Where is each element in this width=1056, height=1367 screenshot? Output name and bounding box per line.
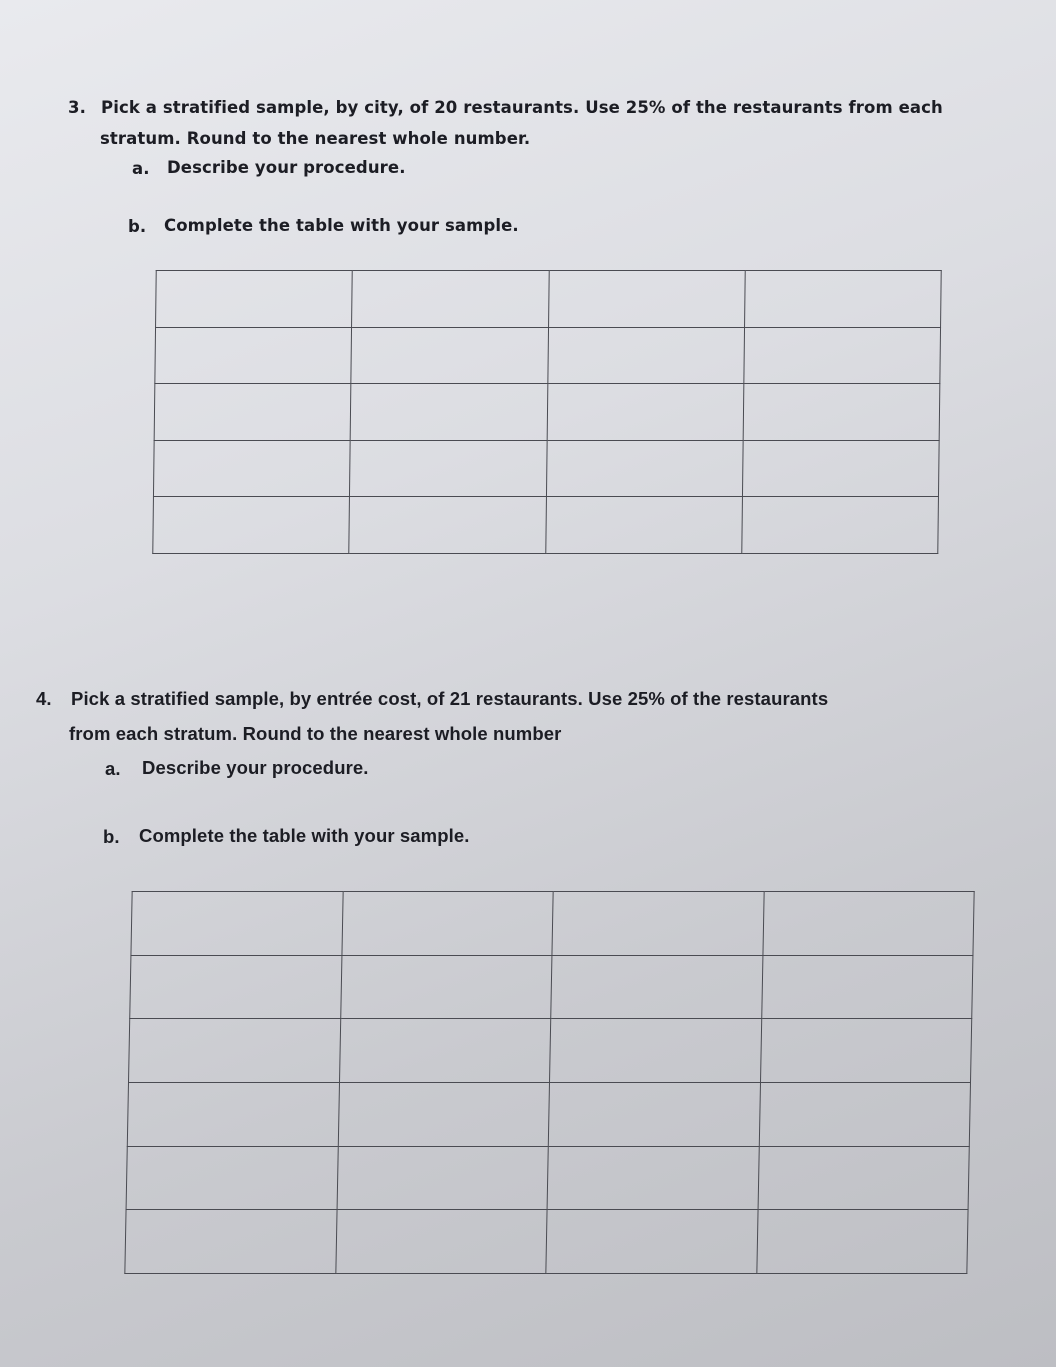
question-3-sample-table-cell[interactable] bbox=[547, 327, 744, 384]
question-4-sample-table-row bbox=[126, 1146, 969, 1210]
question-3a-text: Describe your procedure. bbox=[167, 158, 406, 177]
question-4a-text: Describe your procedure. bbox=[142, 757, 369, 778]
question-4-sample-table-cell[interactable] bbox=[548, 1082, 760, 1146]
question-3-sample-table-cell[interactable] bbox=[547, 384, 744, 441]
question-3-sample-table-cell[interactable] bbox=[744, 327, 941, 384]
question-4-sample-table-cell[interactable] bbox=[759, 1082, 971, 1146]
question-4-sample-table-row bbox=[131, 892, 974, 956]
question-3-sample-table-cell[interactable] bbox=[352, 271, 549, 328]
question-4-sample-table-cell[interactable] bbox=[338, 1082, 550, 1146]
question-4-sample-table-row bbox=[127, 1082, 970, 1146]
question-4-text-line-2: from each stratum. Round to the nearest whole number bbox=[69, 723, 562, 744]
question-4-sample-table-cell[interactable] bbox=[546, 1210, 758, 1274]
question-3-sample-table-cell[interactable] bbox=[546, 440, 743, 497]
question-3-sample-table-row bbox=[156, 271, 942, 328]
question-4-sample-table-cell[interactable] bbox=[758, 1146, 970, 1210]
question-3-text-line-1: Pick a stratified sample, by city, of 20 restaurants. Use 25% of the restaurants from each bbox=[101, 98, 943, 117]
question-4-sample-table-cell[interactable] bbox=[552, 892, 764, 956]
question-4a-letter: a. bbox=[105, 758, 121, 779]
question-4b-letter: b. bbox=[103, 826, 120, 847]
question-4b-text: Complete the table with your sample. bbox=[139, 825, 470, 846]
question-4-sample-table-row bbox=[125, 1210, 968, 1274]
question-3-sample-table-row bbox=[153, 497, 939, 554]
question-4-sample-table-cell[interactable] bbox=[340, 955, 552, 1019]
question-3-sample-table-cell[interactable] bbox=[154, 384, 351, 441]
question-4-sample-table-cell[interactable] bbox=[335, 1210, 547, 1274]
question-4-sample-table-cell[interactable] bbox=[762, 892, 974, 956]
question-4-sample-table-cell[interactable] bbox=[339, 1019, 551, 1083]
question-4-text-line-1: Pick a stratified sample, by entrée cost, of 21 restaurants. Use 25% of the restaurants bbox=[71, 688, 829, 709]
question-4-sample-table-cell[interactable] bbox=[127, 1082, 339, 1146]
question-3a-letter: a. bbox=[132, 159, 150, 178]
question-4-sample-table-cell[interactable] bbox=[126, 1146, 338, 1210]
question-4-sample-table-cell[interactable] bbox=[760, 1019, 972, 1083]
question-4-sample-table-cell[interactable] bbox=[550, 1019, 762, 1083]
question-3-sample-table-cell[interactable] bbox=[742, 440, 939, 497]
question-3-sample-table-cell[interactable] bbox=[153, 440, 350, 497]
question-4-sample-table-row bbox=[130, 955, 973, 1019]
question-4-sample-table-cell[interactable] bbox=[756, 1210, 968, 1274]
question-3-sample-table-cell[interactable] bbox=[155, 327, 352, 384]
question-4-sample-table-cell[interactable] bbox=[131, 892, 343, 956]
question-3-sample-table-row bbox=[154, 384, 940, 441]
question-4-sample-table-cell[interactable] bbox=[125, 1210, 337, 1274]
question-3-sample-table-cell[interactable] bbox=[744, 271, 941, 328]
question-3-sample-table-cell[interactable] bbox=[350, 384, 547, 441]
question-4-sample-table-row bbox=[129, 1019, 972, 1083]
question-4-sample-table-cell[interactable] bbox=[551, 955, 763, 1019]
question-3-sample-table-cell[interactable] bbox=[351, 327, 548, 384]
question-3-sample-table-cell[interactable] bbox=[153, 497, 350, 554]
question-3-sample-table-cell[interactable] bbox=[349, 497, 546, 554]
question-4-sample-table-cell[interactable] bbox=[547, 1146, 759, 1210]
question-4-sample-table-cell[interactable] bbox=[341, 892, 553, 956]
question-3-sample-table-row bbox=[153, 440, 939, 497]
question-4-sample-table-cell[interactable] bbox=[337, 1146, 549, 1210]
question-3-sample-table-cell[interactable] bbox=[742, 497, 939, 554]
question-4-sample-table bbox=[124, 891, 974, 1274]
question-3-text-line-2: stratum. Round to the nearest whole number. bbox=[100, 129, 531, 148]
question-4-sample-table-cell[interactable] bbox=[130, 955, 342, 1019]
question-3-sample-table-row bbox=[155, 327, 941, 384]
question-3b-letter: b. bbox=[128, 217, 147, 236]
question-3-number: 3. bbox=[68, 98, 86, 117]
question-3-sample-table-cell[interactable] bbox=[156, 271, 353, 328]
question-4-sample-table-cell[interactable] bbox=[761, 955, 973, 1019]
question-3-sample-table bbox=[152, 270, 941, 554]
question-4-number: 4. bbox=[36, 688, 52, 709]
question-3-sample-table-cell[interactable] bbox=[350, 440, 547, 497]
question-3b-text: Complete the table with your sample. bbox=[164, 216, 519, 235]
question-3-sample-table-cell[interactable] bbox=[548, 271, 745, 328]
question-4-sample-table-cell[interactable] bbox=[129, 1019, 341, 1083]
question-3-sample-table-cell[interactable] bbox=[743, 384, 940, 441]
question-3-sample-table-cell[interactable] bbox=[545, 497, 742, 554]
